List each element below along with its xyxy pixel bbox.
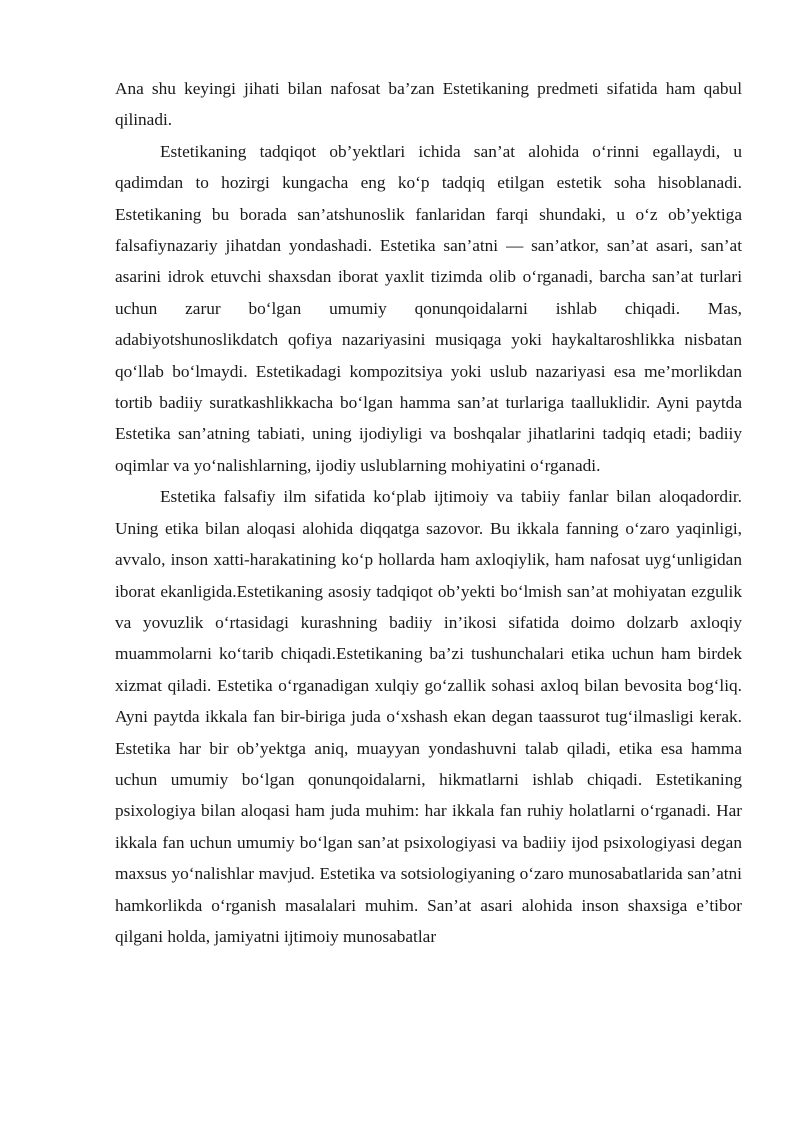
paragraph-2: Estetikaning tadqiqot ob’yektlari ichida san’at alohida o‘rinni egallaydi, u qadimdan to hozirgi kungacha eng ko‘p tadqiq etilgan estetik soha hisoblanadi. Estetikaning bu borada san’atshunoslik fanlaridan farqi shundaki, u o‘z ob’yektiga falsafiynazariy jihatdan yondashadi. Estetika san’atni — san’atkor, san’at asari, san’at asarini idrok etuvchi shaxsdan iborat yaxlit tizimda olib o‘rganadi, barcha san’at turlari uchun zarur bo‘lgan umumiy qonunqoidalarni ishlab chiqadi. Mas, adabiyotshunoslikdatch qofiya nazariyasini musiqaga yoki haykaltaroshlikka nisbatan qo‘llab bo‘lmaydi. Estetikadagi kompozitsiya yoki uslub nazariyasi esa me’morlikdan tortib badiiy suratkashlikkacha bo‘lgan hamma san’at turlariga taalluklidir. Ayni paytda Estetika san’atning tabiati, uning ijodiyligi va boshqalar jihatlarini tadqiq etadi; badiiy oqimlar va yo‘nalishlarning, ijodiy uslublarning mohiyatini o‘rganadi.: [115, 141, 742, 475]
document-body: [115, 73, 742, 952]
paragraph-1: Ana shu keyingi jihati bilan nafosat ba’zan Estetikaning predmeti sifatida ham qabul qilinadi.: [115, 79, 742, 130]
paragraph-3: Estetika falsafiy ilm sifatida ko‘plab ijtimoiy va tabiiy fanlar bilan aloqadordir. Uning etika bilan aloqasi alohida diqqatga sazovor. Bu ikkala fanning o‘zaro yaqinligi, avvalo, inson xatti-harakatining ko‘p hollarda ham axloqiylik, ham nafosat uyg‘unligidan iborat ekanligida.Estetikaning asosiy tadqiqot ob’yekti bo‘lmish san’at mohiyatan ezgulik va yovuzlik o‘rtasidagi kurashning badiiy in’ikosi sifatida doimo dolzarb axloqiy muammolarni ko‘tarib chiqadi.Estetikaning ba’zi tushunchalari etika uchun ham birdek xizmat qiladi. Estetika o‘rganadigan xulqiy go‘zallik sohasi axloq bilan bevosita bog‘liq. Ayni paytda ikkala fan bir-biriga juda o‘xshash ekan degan taassurot tug‘ilmasligi kerak. Estetika har bir ob’yektga aniq, muayyan yondashuvni talab qiladi, etika esa hamma uchun umumiy bo‘lgan qonunqoidalarni, hikmatlarni ishlab chiqadi. Estetikaning psixologiya bilan aloqasi ham juda muhim: har ikkala fan ruhiy holatlarni o‘rganadi. Har ikkala fan uchun umumiy bo‘lgan san’at psixologiyasi va badiiy ijod psixologiyasi degan maxsus yo‘nalishlar mavjud. Estetika va sotsiologiyaning o‘zaro munosabatlarida san’atni hamkorlikda o‘rganish masalalari muhim. San’at asari alohida inson shaxsiga e’tibor qilgani holda, jamiyatni ijtimoiy munosabatlar: [115, 487, 742, 946]
